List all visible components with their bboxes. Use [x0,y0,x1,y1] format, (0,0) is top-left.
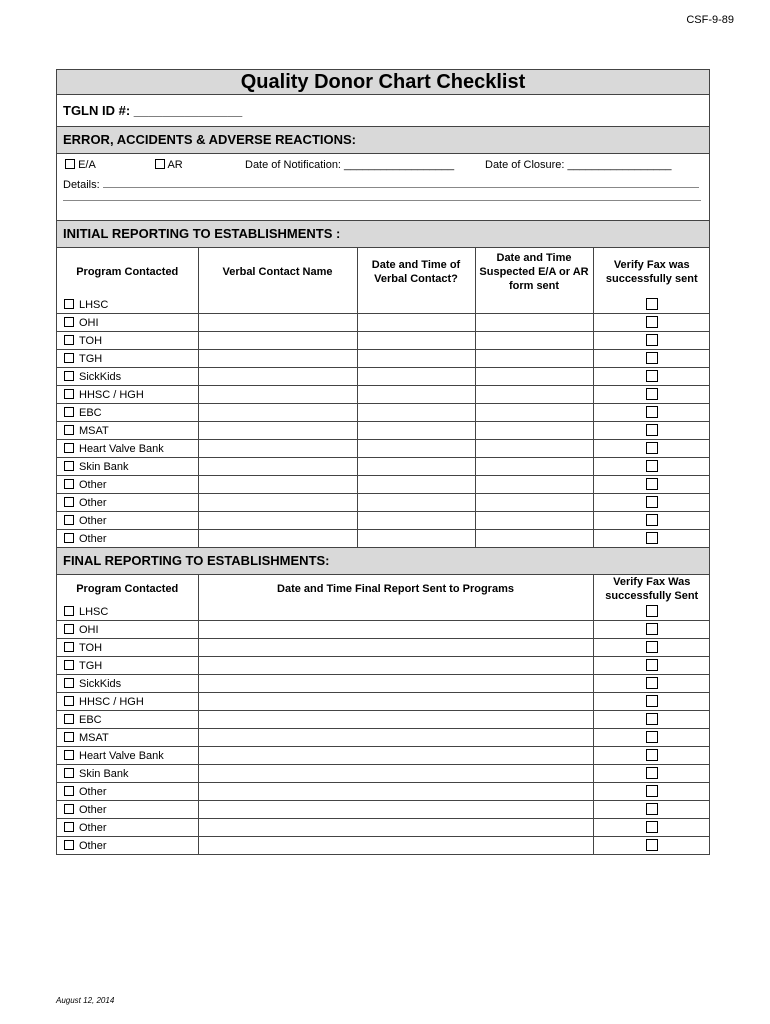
program-checkbox[interactable] [64,840,74,850]
verify-cell [593,458,710,476]
program-checkbox[interactable] [64,461,74,471]
program-cell[interactable] [57,747,198,765]
ea-option[interactable] [65,159,96,171]
program-label: HHSC / HGH [79,695,144,708]
program-cell[interactable] [57,350,198,368]
verify-checkbox[interactable] [646,821,658,833]
program-checkbox[interactable] [64,389,74,399]
checklist-form [56,69,710,855]
program-cell[interactable] [57,332,198,350]
program-cell[interactable] [57,440,198,458]
verify-checkbox[interactable] [646,388,658,400]
ar-option[interactable] [155,159,183,171]
program-label: TOH [79,334,103,347]
form-sent-time-cell[interactable] [475,512,593,530]
verify-cell [593,512,710,530]
verbal-contact-name-cell[interactable] [198,440,357,458]
program-label: Heart Valve Bank [79,749,164,762]
table-row [57,675,710,693]
program-checkbox[interactable] [64,642,74,652]
col-verify-fax: Verify Fax Was successfully Sent [593,575,710,603]
col-verify-fax: Verify Fax was successfully sent [593,248,710,296]
form-sent-time-cell[interactable] [475,494,593,512]
program-checkbox[interactable] [64,750,74,760]
verify-cell [593,386,710,404]
program-cell[interactable] [57,693,198,711]
program-checkbox[interactable] [64,425,74,435]
verify-checkbox[interactable] [646,532,658,544]
verify-checkbox[interactable] [646,334,658,346]
table-row [57,819,710,837]
program-label: HHSC / HGH [79,388,144,401]
verbal-contact-time-cell[interactable] [357,332,475,350]
verify-cell [593,765,710,783]
program-label: TOH [79,641,103,654]
program-label: SickKids [79,677,122,690]
table-row [57,729,710,747]
table-row [57,711,710,729]
verify-cell [593,729,710,747]
final-report-time-cell[interactable] [198,693,593,711]
program-label: Other [79,496,107,509]
verbal-contact-name-cell[interactable] [198,386,357,404]
details-underline-2[interactable] [63,200,701,201]
col-program-contacted: Program Contacted [57,248,198,296]
verify-checkbox[interactable] [646,352,658,364]
table-row [57,657,710,675]
verify-checkbox[interactable] [646,785,658,797]
verify-cell [593,639,710,657]
program-cell[interactable] [57,657,198,675]
final-report-time-cell[interactable] [198,783,593,801]
final-report-time-cell[interactable] [198,819,593,837]
form-sent-time-cell[interactable] [475,422,593,440]
program-checkbox[interactable] [64,678,74,688]
program-label: LHSC [79,605,109,618]
details-field[interactable] [63,178,699,191]
program-label: TGH [79,352,103,365]
program-checkbox[interactable] [64,533,74,543]
verify-cell [593,783,710,801]
program-checkbox[interactable] [64,822,74,832]
program-checkbox[interactable] [64,335,74,345]
initial-reporting-table [57,248,710,548]
table-row [57,368,710,386]
table-row [57,783,710,801]
program-checkbox[interactable] [64,371,74,381]
verify-checkbox[interactable] [646,370,658,382]
verify-cell [593,603,710,621]
verbal-contact-name-cell[interactable] [198,512,357,530]
program-cell[interactable] [57,422,198,440]
program-checkbox[interactable] [64,696,74,706]
verbal-contact-time-cell[interactable] [357,512,475,530]
verify-checkbox[interactable] [646,623,658,635]
form-sent-time-cell[interactable] [475,404,593,422]
verify-checkbox[interactable] [646,659,658,671]
program-checkbox[interactable] [64,606,74,616]
table-row [57,765,710,783]
form-sent-time-cell[interactable] [475,368,593,386]
verbal-contact-time-cell[interactable] [357,314,475,332]
program-checkbox[interactable] [64,317,74,327]
initial-section-heading: INITIAL REPORTING TO ESTABLISHMENTS : [57,221,709,248]
program-cell[interactable] [57,765,198,783]
program-cell[interactable] [57,675,198,693]
verify-cell [593,801,710,819]
closure-date-field[interactable]: Date of Closure: _________________ [485,159,672,171]
program-cell[interactable] [57,801,198,819]
program-cell[interactable] [57,783,198,801]
verbal-contact-name-cell[interactable] [198,296,357,314]
program-cell[interactable] [57,819,198,837]
program-label: Skin Bank [79,767,129,780]
program-checkbox[interactable] [64,299,74,309]
details-underline [103,178,699,188]
table-row [57,476,710,494]
program-label: Skin Bank [79,460,129,473]
verify-cell [593,693,710,711]
program-label: Other [79,514,107,527]
program-checkbox[interactable] [64,497,74,507]
verify-checkbox[interactable] [646,514,658,526]
program-cell[interactable] [57,512,198,530]
tgln-id-field[interactable]: TGLN ID #: _______________ [57,95,709,127]
verify-cell [593,422,710,440]
program-checkbox[interactable] [64,624,74,634]
verify-cell [593,476,710,494]
final-reporting-table [57,575,710,854]
form-code: CSF-9-89 [686,14,734,26]
verify-cell [593,657,710,675]
table-row [57,458,710,476]
final-report-time-cell[interactable] [198,765,593,783]
program-checkbox[interactable] [64,786,74,796]
verbal-contact-name-cell[interactable] [198,368,357,386]
verify-checkbox[interactable] [646,298,658,310]
verify-checkbox[interactable] [646,695,658,707]
final-report-time-cell[interactable] [198,621,593,639]
program-label: MSAT [79,731,109,744]
table-row [57,621,710,639]
verify-cell [593,296,710,314]
verify-cell [593,440,710,458]
verify-checkbox[interactable] [646,424,658,436]
ar-checkbox[interactable] [155,159,165,169]
program-label: Other [79,785,107,798]
form-sent-time-cell[interactable] [475,440,593,458]
verbal-contact-time-cell[interactable] [357,296,475,314]
program-label: Heart Valve Bank [79,442,164,455]
verify-checkbox[interactable] [646,478,658,490]
verbal-contact-name-cell[interactable] [198,404,357,422]
verbal-contact-name-cell[interactable] [198,422,357,440]
final-report-time-cell[interactable] [198,801,593,819]
program-checkbox[interactable] [64,407,74,417]
verbal-contact-time-cell[interactable] [357,422,475,440]
verify-checkbox[interactable] [646,713,658,725]
program-cell[interactable] [57,314,198,332]
table-row [57,422,710,440]
program-label: MSAT [79,424,109,437]
program-cell[interactable] [57,368,198,386]
program-cell[interactable] [57,296,198,314]
program-label: Other [79,839,107,852]
verify-checkbox[interactable] [646,641,658,653]
program-label: TGH [79,659,103,672]
program-checkbox[interactable] [64,479,74,489]
final-report-time-cell[interactable] [198,603,593,621]
program-checkbox[interactable] [64,353,74,363]
verify-checkbox[interactable] [646,406,658,418]
verify-cell [593,819,710,837]
notification-date-field[interactable]: Date of Notification: __________________ [245,159,455,171]
table-row [57,837,710,855]
verbal-contact-time-cell[interactable] [357,386,475,404]
program-checkbox[interactable] [64,732,74,742]
program-cell[interactable] [57,639,198,657]
verify-checkbox[interactable] [646,839,658,851]
program-cell[interactable] [57,386,198,404]
program-label: SickKids [79,370,122,383]
verbal-contact-name-cell[interactable] [198,350,357,368]
verify-cell [593,332,710,350]
table-row [57,747,710,765]
verbal-contact-time-cell[interactable] [357,440,475,458]
ea-label: E/A [78,159,96,171]
program-label: Other [79,478,107,491]
verify-checkbox[interactable] [646,767,658,779]
program-cell[interactable] [57,476,198,494]
verbal-contact-time-cell[interactable] [357,530,475,548]
program-cell[interactable] [57,603,198,621]
verify-checkbox[interactable] [646,749,658,761]
verbal-contact-name-cell[interactable] [198,458,357,476]
verify-checkbox[interactable] [646,496,658,508]
table-row [57,494,710,512]
verbal-contact-time-cell[interactable] [357,494,475,512]
form-sent-time-cell[interactable] [475,530,593,548]
verify-cell [593,675,710,693]
final-report-time-cell[interactable] [198,711,593,729]
footer-date: August 12, 2014 [56,996,115,1005]
program-cell[interactable] [57,458,198,476]
col-program-contacted: Program Contacted [57,575,198,603]
form-sent-time-cell[interactable] [475,296,593,314]
table-row [57,440,710,458]
verify-checkbox[interactable] [646,605,658,617]
program-checkbox[interactable] [64,714,74,724]
table-row [57,314,710,332]
col-final-report-time: Date and Time Final Report Sent to Programs [198,575,593,603]
col-verbal-contact-time: Date and Time of Verbal Contact? [357,248,475,296]
verbal-contact-time-cell[interactable] [357,350,475,368]
final-report-time-cell[interactable] [198,639,593,657]
verify-cell [593,350,710,368]
form-sent-time-cell[interactable] [475,314,593,332]
program-label: Other [79,532,107,545]
verify-checkbox[interactable] [646,316,658,328]
program-cell[interactable] [57,837,198,855]
program-label: Other [79,821,107,834]
verify-cell [593,404,710,422]
form-sent-time-cell[interactable] [475,476,593,494]
program-label: LHSC [79,298,109,311]
verify-cell [593,530,710,548]
form-title: Quality Donor Chart Checklist [57,70,709,95]
table-row [57,296,710,314]
verbal-contact-name-cell[interactable] [198,476,357,494]
verify-cell [593,368,710,386]
program-checkbox[interactable] [64,443,74,453]
ea-checkbox[interactable] [65,159,75,169]
col-form-sent-time: Date and Time Suspected E/A or AR form sent [475,248,593,296]
form-sent-time-cell[interactable] [475,332,593,350]
program-cell[interactable] [57,494,198,512]
form-sent-time-cell[interactable] [475,350,593,368]
verify-checkbox[interactable] [646,677,658,689]
final-report-time-cell[interactable] [198,747,593,765]
verbal-contact-name-cell[interactable] [198,530,357,548]
form-sent-time-cell[interactable] [475,386,593,404]
table-row [57,603,710,621]
program-label: EBC [79,713,102,726]
verify-checkbox[interactable] [646,731,658,743]
form-sent-time-cell[interactable] [475,458,593,476]
verbal-contact-time-cell[interactable] [357,404,475,422]
final-header-row [57,575,710,603]
table-row [57,639,710,657]
program-label: EBC [79,406,102,419]
verify-checkbox[interactable] [646,803,658,815]
verify-cell [593,837,710,855]
error-section-body [57,154,709,221]
verify-cell [593,711,710,729]
table-row [57,693,710,711]
initial-header-row [57,248,710,296]
verbal-contact-name-cell[interactable] [198,494,357,512]
program-cell[interactable] [57,729,198,747]
program-label: Other [79,803,107,816]
program-checkbox[interactable] [64,515,74,525]
program-checkbox[interactable] [64,660,74,670]
final-section-heading: FINAL REPORTING TO ESTABLISHMENTS: [57,548,709,575]
verbal-contact-time-cell[interactable] [357,368,475,386]
ar-label: AR [167,159,183,171]
error-section-heading: ERROR, ACCIDENTS & ADVERSE REACTIONS: [57,127,709,154]
table-row [57,512,710,530]
verbal-contact-time-cell[interactable] [357,476,475,494]
final-report-time-cell[interactable] [198,675,593,693]
verbal-contact-time-cell[interactable] [357,458,475,476]
program-label: OHI [79,316,99,329]
details-label: Details: [63,179,100,191]
program-label: OHI [79,623,99,636]
table-row [57,801,710,819]
verbal-contact-name-cell[interactable] [198,332,357,350]
table-row [57,350,710,368]
col-verbal-contact-name: Verbal Contact Name [198,248,357,296]
verbal-contact-name-cell[interactable] [198,314,357,332]
table-row [57,530,710,548]
table-row [57,386,710,404]
verify-checkbox[interactable] [646,442,658,454]
final-report-time-cell[interactable] [198,837,593,855]
table-row [57,404,710,422]
program-cell[interactable] [57,404,198,422]
table-row [57,332,710,350]
program-checkbox[interactable] [64,804,74,814]
program-cell[interactable] [57,621,198,639]
verify-cell [593,747,710,765]
program-cell[interactable] [57,530,198,548]
verify-cell [593,494,710,512]
verify-cell [593,314,710,332]
final-report-time-cell[interactable] [198,657,593,675]
program-checkbox[interactable] [64,768,74,778]
final-report-time-cell[interactable] [198,729,593,747]
verify-cell [593,621,710,639]
program-cell[interactable] [57,711,198,729]
verify-checkbox[interactable] [646,460,658,472]
